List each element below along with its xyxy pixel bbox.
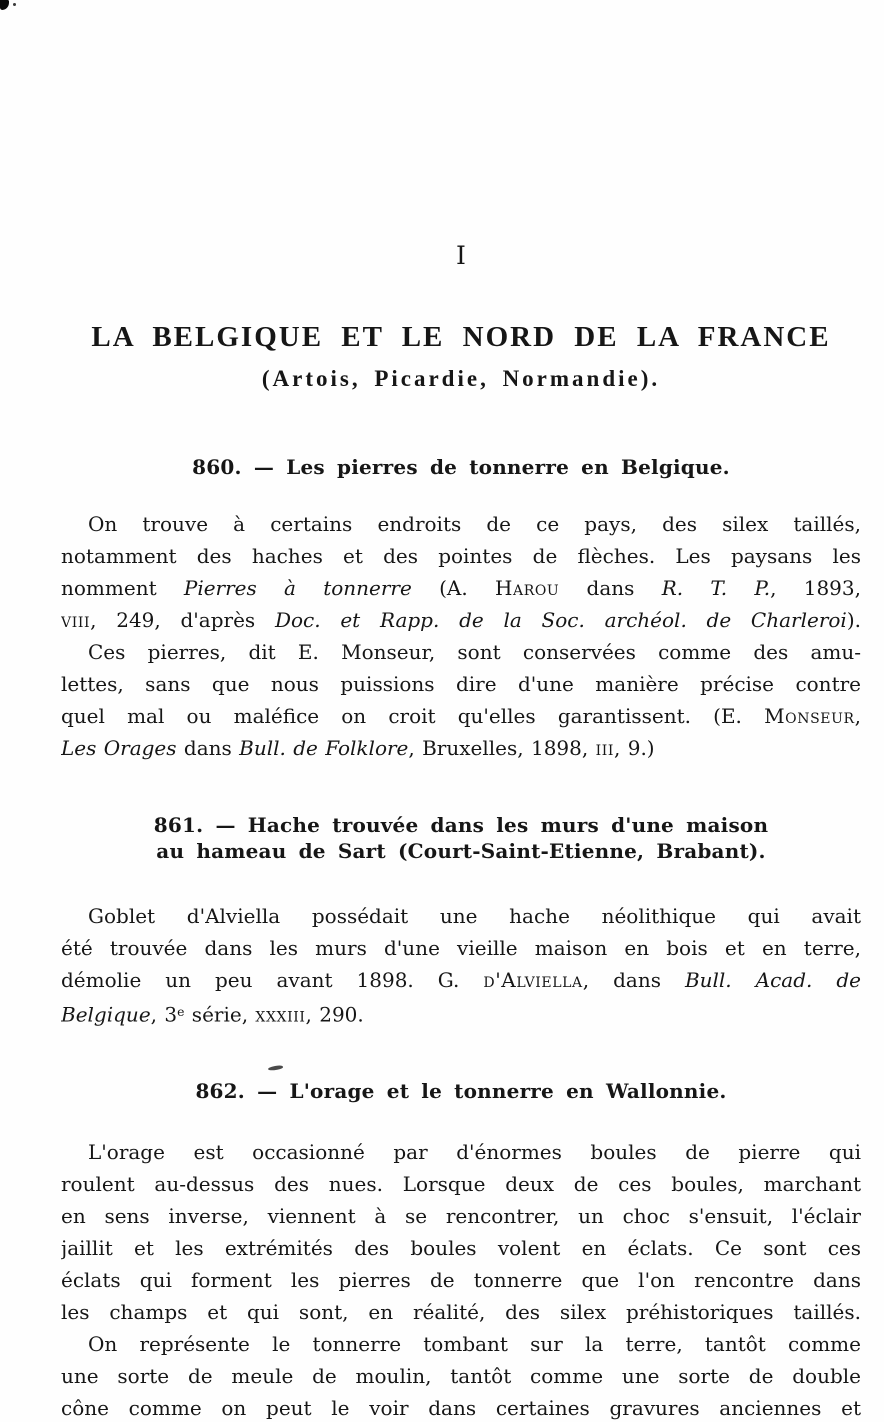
text-line <box>61 604 861 636</box>
page-content <box>61 0 861 1422</box>
text-segment: cône comme on peut le voir dans certaines gravures anciennes et <box>61 1396 861 1420</box>
text-line <box>61 572 861 604</box>
text-segment: jaillit et les extrémités des boules volent en éclats. Ce sont ces <box>61 1236 861 1260</box>
scan-dot-icon <box>13 3 16 6</box>
text-segment-i: Belgique <box>61 1002 151 1027</box>
text-line <box>61 1136 861 1168</box>
text-segment: nomment <box>61 576 184 600</box>
text-segment: une sorte de meule de moulin, tantôt comme une sorte de double <box>61 1364 861 1388</box>
text-line <box>61 508 861 540</box>
sections <box>61 454 861 1422</box>
text-segment-i: R. T. P. <box>661 576 771 600</box>
paragraph <box>61 1136 861 1328</box>
text-segment-sc: iii <box>595 736 614 760</box>
text-segment-sup: e <box>177 1004 185 1019</box>
section-heading <box>61 454 861 480</box>
text-segment: ). <box>846 608 861 632</box>
text-line <box>61 1328 861 1360</box>
text-segment: , 9.) <box>614 736 655 760</box>
text-line <box>61 1296 861 1328</box>
text-segment: , dans <box>582 968 685 992</box>
paragraph <box>61 636 861 764</box>
heading-line: au hameau de Sart (Court-Saint-Etienne, Brabant). <box>156 839 766 863</box>
text-segment: , 3 <box>150 1002 178 1027</box>
text-segment: , 290. <box>305 1002 364 1027</box>
text-segment-i: Les Orages <box>61 736 177 760</box>
text-line <box>61 1168 861 1200</box>
text-segment: , Bruxelles, 1898, <box>408 736 596 760</box>
text-segment: série, <box>184 1002 256 1027</box>
text-segment: dans <box>559 576 662 600</box>
page-title: LA BELGIQUE ET LE NORD DE LA FRANCE <box>91 321 831 353</box>
text-segment-sc: d'Alviella <box>483 968 583 992</box>
text-line <box>61 1264 861 1296</box>
text-segment-i: Doc. et Rapp. de la Soc. archéol. de Charleroi <box>274 608 847 632</box>
text-line <box>61 732 861 764</box>
paragraph <box>61 900 861 1028</box>
text-segment: Ces pierres, dit E. Monseur, sont conservées comme des amu- <box>88 640 861 664</box>
text-segment-sc: viii <box>61 608 91 632</box>
text-segment: les champs et qui sont, en réalité, des silex préhistoriques taillés. <box>61 1300 861 1324</box>
text-segment-sc: xxxiii <box>255 1002 306 1027</box>
text-segment: , 1893, <box>770 576 861 600</box>
text-segment-sc: Monseur <box>764 704 855 728</box>
text-line <box>61 1232 861 1264</box>
text-segment: On représente le tonnerre tombant sur la terre, tantôt comme <box>88 1332 861 1356</box>
text-segment: quel mal ou maléfice on croit qu'elles garantissent. (E. <box>61 704 765 728</box>
heading-line: 860. — Les pierres de tonnerre en Belgique. <box>192 455 730 479</box>
section-862 <box>61 1078 861 1422</box>
text-segment: L'orage est occasionné par d'énormes boules de pierre qui <box>88 1140 861 1164</box>
text-segment: lettes, sans que nous puissions dire d'une manière précise contre <box>61 672 861 696</box>
text-line <box>61 668 861 700</box>
text-segment: , 249, d'après <box>90 608 275 632</box>
text-line <box>61 636 861 668</box>
text-line <box>61 1200 861 1232</box>
text-line <box>61 1392 861 1422</box>
section-heading <box>61 1078 861 1104</box>
text-segment: Goblet d'Alviella possédait une hache néolithique qui avait <box>88 904 861 928</box>
heading-line: 862. — L'orage et le tonnerre en Wallonnie. <box>195 1079 727 1103</box>
text-line <box>61 964 861 996</box>
text-segment-sc: Harou <box>494 576 560 600</box>
paragraph <box>61 1328 861 1422</box>
text-segment-i: Pierres à tonnerre <box>183 576 412 600</box>
chapter-numeral: I <box>456 241 466 270</box>
text-line <box>61 540 861 572</box>
text-segment: , <box>854 704 861 728</box>
text-line <box>61 996 861 1028</box>
section-heading <box>61 812 861 864</box>
scan-speck-icon <box>0 0 9 10</box>
section-861 <box>61 812 861 1028</box>
text-segment: roulent au-dessus des nues. Lorsque deux de ces boules, marchant <box>61 1172 861 1196</box>
text-line <box>61 932 861 964</box>
text-segment: en sens inverse, viennent à se rencontrer, un choc s'ensuit, l'éclair <box>61 1204 861 1228</box>
text-segment: notamment des haches et des pointes de flèches. Les paysans les <box>61 544 861 568</box>
text-segment-i: Bull. Acad. de <box>684 968 861 992</box>
text-segment: été trouvée dans les murs d'une vieille maison en bois et en terre, <box>61 936 861 960</box>
text-segment: dans <box>176 736 240 760</box>
text-line <box>61 1360 861 1392</box>
page-subtitle: (Artois, Picardie, Normandie). <box>261 366 661 391</box>
text-segment-i: Bull. de Folklore <box>239 736 409 760</box>
text-segment: (A. <box>411 576 495 600</box>
text-line <box>61 700 861 732</box>
paragraph <box>61 508 861 636</box>
text-segment: éclats qui forment les pierres de tonnerre que l'on rencontre dans <box>61 1268 861 1292</box>
heading-line: 861. — Hache trouvée dans les murs d'une maison <box>153 813 769 837</box>
text-segment: On trouve à certains endroits de ce pays, des silex taillés, <box>88 512 861 536</box>
text-segment: démolie un peu avant 1898. G. <box>61 968 484 992</box>
section-860 <box>61 454 861 764</box>
text-line <box>61 900 861 932</box>
